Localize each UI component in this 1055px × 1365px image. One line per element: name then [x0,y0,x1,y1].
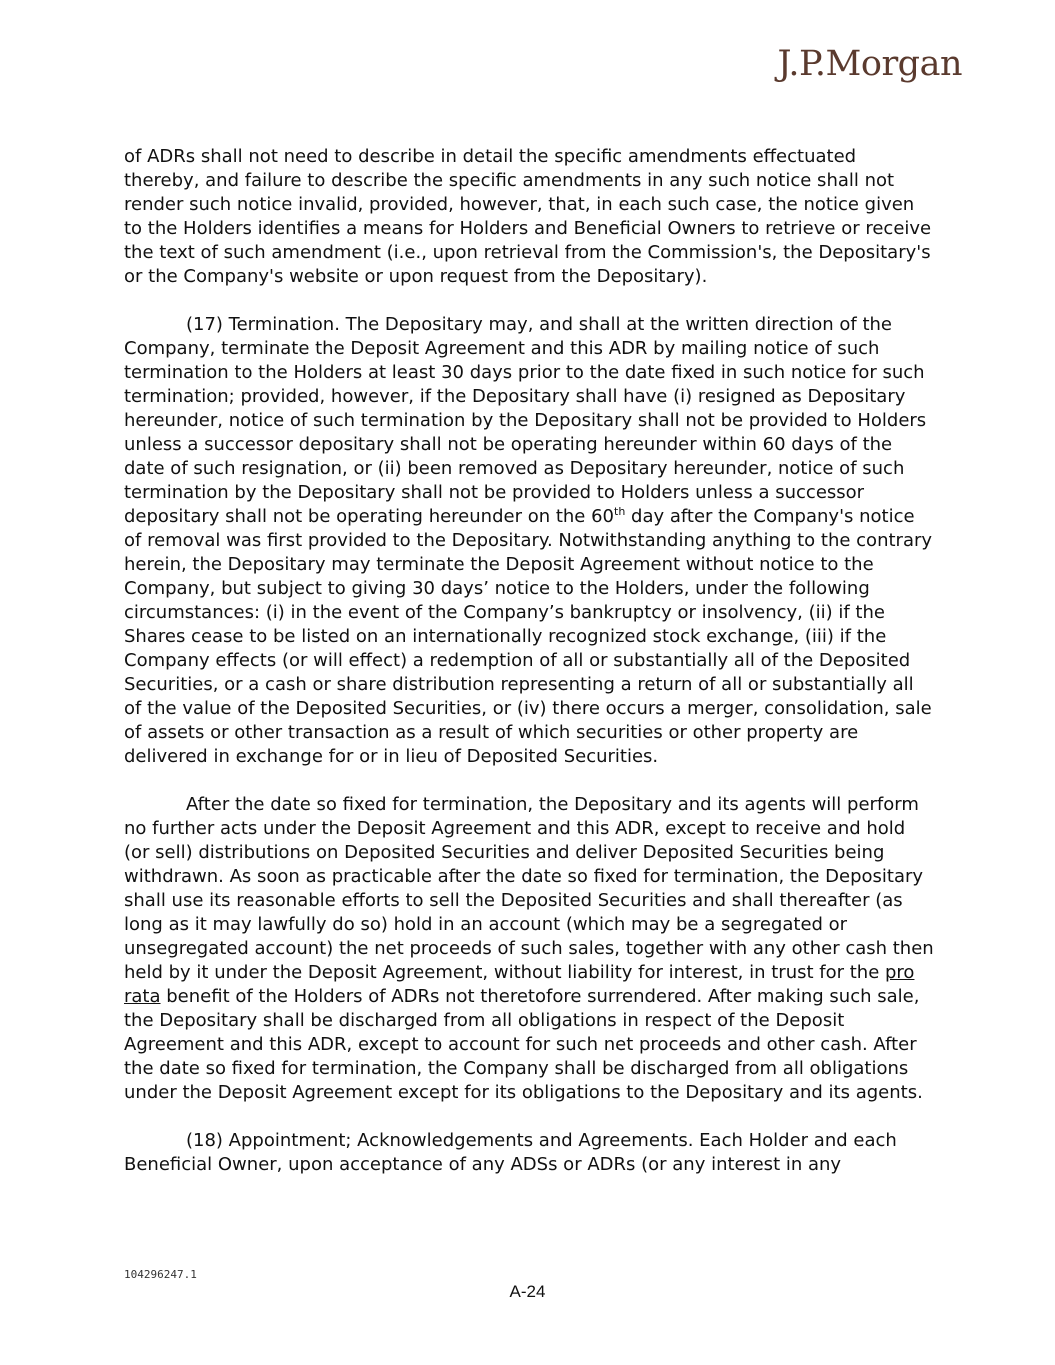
paragraph-text: After the date so fixed for termination, the Depositary and its agents will perform no further acts under the Deposit Agreement and this ADR, except to receive and hold (or sell) distributions on Deposited Securities and deliver Deposited Securities being withdrawn. As soon as practicable after the date so fixed for termination, the Depositary shall use its reasonable efforts to sell the Deposited Securities and shall thereafter (as long as it may lawfully do so) hold in an account (which may be a segregated or unsegregated account) the net proceeds of such sales, together with any other cash then held by it under the Deposit Agreement, without liability for interest, in trust for the [124,794,934,983]
underlined-pro: pro [885,962,915,983]
paragraph-text: of ADRs shall not need to describe in detail the specific amendments effectuated thereby, and failure to describe the specific amendments in any such notice shall not render such notice invalid, provided, however, that, in each such case, the notice given to the Holders identifies a means for Holders and Beneficial Owners to retrieve or receive the text of such amendment (i.e., upon retrieval from the Commission's, the Depositary's or the Company's website or upon request from the Depositary). [124,146,932,287]
superscript-th: th [614,505,626,518]
underlined-rata: rata [124,986,161,1007]
document-body [124,145,934,1177]
jpmorgan-logo: J.P.Morgan [777,44,962,84]
paragraph-text: day after the Company's notice of removal was first provided to the Depositary. Notwithstanding anything to the contrary herein, the Depositary may terminate the Deposit Agreement without notice to the Company, but subject to giving 30 days’ notice to the Holders, under the following circumstances: (i) in the event of the Company’s bankruptcy or insolvency, (ii) if the Shares cease to be listed on an internationally recognized stock exchange, (iii) if the Company effects (or will effect) a redemption of all or substantially all of the Deposited Securities, or a cash or share distribution representing a return of all or substantially all of the value of the Deposited Securities, or (iv) there occurs a merger, consolidation, sale of assets or other transaction as a result of which securities or other property are delivered in exchange for or in lieu of Deposited Securities. [124,506,933,767]
paragraph-text: benefit of the Holders of ADRs not theretofore surrendered. After making such sale, the Depositary shall be discharged from all obligations in respect of the Deposit Agreement and this ADR, except to account for such net proceeds and other cash. After the date so fixed for termination, the Company shall be discharged from all obligations under the Deposit Agreement except for its obligations to the Depositary and its agents. [124,986,923,1103]
paragraph-after-termination [124,793,934,1105]
document-id: 104296247.1 [124,1268,197,1281]
page-number: A-24 [509,1282,546,1301]
paragraph-termination [124,313,934,769]
paragraph-amendments-notice [124,145,934,289]
paragraph-text: (17) Termination. The Depositary may, and shall at the written direction of the Company, terminate the Deposit Agreement and this ADR by mailing notice of such termination to the Holders at least 30 days prior to the date fixed in such notice for such termination; provided, however, if the Depositary shall have (i) resigned as Depositary hereunder, notice of such termination by the Depositary shall not be provided to Holders unless a successor depositary shall not be operating hereunder within 60 days of the date of such resignation, or (ii) been removed as Depositary hereunder, notice of such termination by the Depositary shall not be provided to Holders unless a successor depositary shall not be operating hereunder on the 60 [124,314,927,527]
paragraph-text: (18) Appointment; Acknowledgements and Agreements. Each Holder and each Beneficial Owner, upon acceptance of any ADSs or ADRs (or any interest in any [124,1130,897,1175]
paragraph-appointment [124,1129,934,1177]
